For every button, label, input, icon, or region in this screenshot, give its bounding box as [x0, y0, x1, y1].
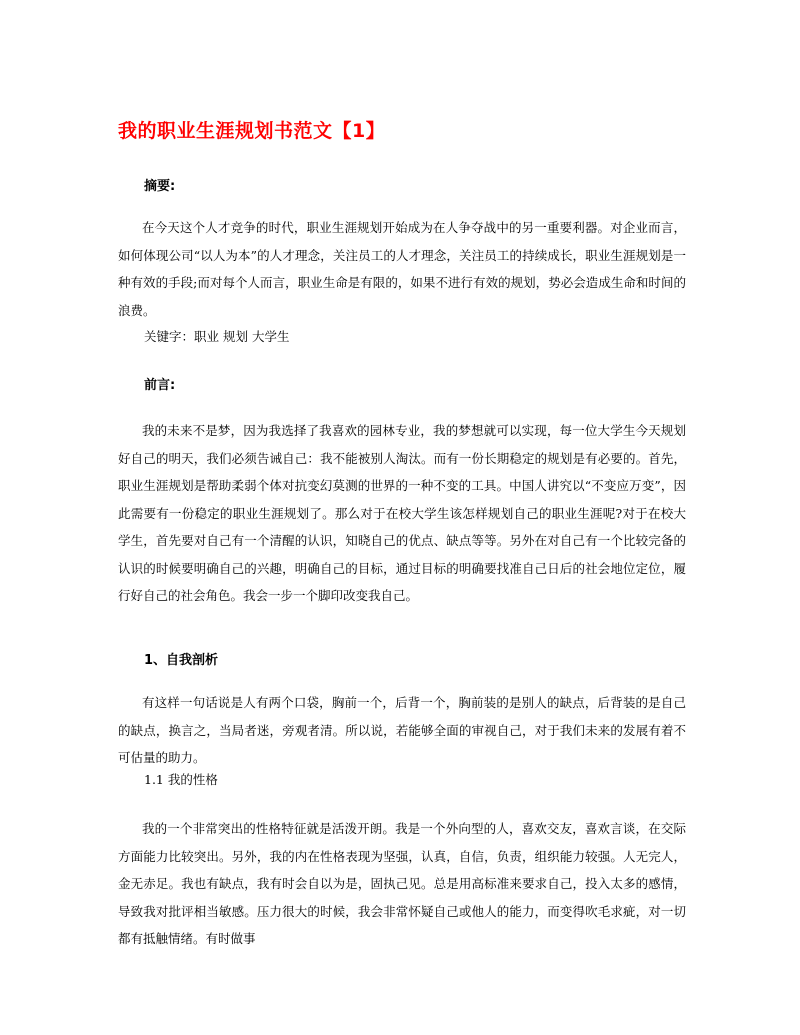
- section-heading-self-analysis: 1、自我剖析: [144, 653, 219, 668]
- document-title: 我的职业生涯规划书范文【1】: [118, 120, 386, 142]
- abstract-heading: 摘要:: [144, 179, 176, 194]
- preface-paragraph: 我的未来不是梦，因为我选择了我喜欢的园林专业，我的梦想就可以实现，每一位大学生今天规划好自己的明天，我们必须告诫自己：我不能被别人淘汰。而有一份长期稳定的规划是有必要的。首先，职业生涯规划是帮助柔弱个体对抗变幻莫测的世界的一种不变的工具。中国人讲究以“不变应万变”，因此需要有一份稳定的职业生涯规划了。那么对于在校大学生该怎样规划自己的职业生涯呢?对于在校大学生，首先要对自己有一个清醒的认识，知晓自己的优点、缺点等等。另外在对自己有一个比较完备的认识的时候要明确自己的兴趣，明确自己的目标，通过目标的明确要找准自己日后的社会地位定位，履行好自己的社会角色。我会一步一个脚印改变我自己。: [118, 423, 686, 603]
- preface-heading: 前言:: [144, 378, 176, 393]
- section-paragraph-self-analysis: 有这样一句话说是人有两个口袋，胸前一个，后背一个，胸前装的是别人的缺点，后背装的是自己的缺点，换言之，当局者迷，旁观者清。所以说，若能够全面的审视自己，对于我们未来的发展有着不可估量的助力。: [118, 695, 686, 765]
- abstract-paragraph: 在今天这个人才竞争的时代，职业生涯规划开始成为在人争夺战中的另一重要利器。对企业而言，如何体现公司“以人为本”的人才理念，关注员工的人才理念，关注员工的持续成长，职业生涯规划是一种有效的手段;而对每个人而言，职业生命是有限的，如果不进行有效的规划，势必会造成生命和时间的浪费。: [118, 220, 686, 318]
- subsection-heading-personality: 1.1 我的性格: [144, 772, 218, 787]
- subsection-paragraph-personality: 我的一个非常突出的性格特征就是活泼开朗。我是一个外向型的人，喜欢交友，喜欢言谈，在交际方面能力比较突出。另外，我的内在性格表现为坚强，认真，自信，负责，组织能力较强。人无完人，金无赤足。我也有缺点，我有时会自以为是，固执己见。总是用高标准来要求自己，投入太多的感情，导致我对批评相当敏感。压力很大的时候，我会非常怀疑自己或他人的能力，而变得吹毛求疵，对一切都有抵触情绪。有时做事: [118, 821, 686, 946]
- keywords-line: 关键字：职业 规划 大学生: [144, 329, 290, 344]
